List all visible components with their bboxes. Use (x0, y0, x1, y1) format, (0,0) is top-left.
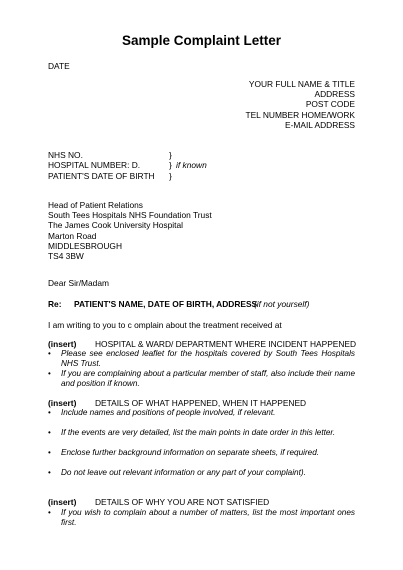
insert-label: (insert) (48, 398, 77, 408)
recipient-line: Marton Road (48, 230, 97, 241)
section-heading: DETAILS OF WHY YOU ARE NOT SATISFIED (95, 497, 270, 507)
list-item-line: If you wish to complain about a number of matters, list the most important ones (61, 508, 355, 517)
hospital-number-label: HOSPITAL NUMBER: D. (48, 160, 141, 170)
sender-line: YOUR FULL NAME & TITLE (248, 79, 355, 89)
list-item-line: first. (61, 518, 77, 528)
salutation: Dear Sir/Madam (48, 278, 109, 288)
list-item: If the events are very detailed, list the main points in date order in this letter. (61, 428, 336, 437)
sender-address-block (245, 79, 355, 130)
sender-line: ADDRESS (314, 89, 355, 100)
section-heading: HOSPITAL & WARD/ DEPARTMENT WHERE INCIDENT HAPPENED (95, 339, 357, 349)
nhs-number-label: NHS NO. (48, 150, 83, 160)
bullet-marker: • (48, 428, 51, 437)
list-item: Do not leave out relevant information or any part of your complaint). (61, 468, 306, 477)
list-item-line: If you are complaining about a particular member of staff, also include their name (61, 369, 355, 378)
list-item (61, 349, 355, 369)
intro-sentence: I am writing to you to c omplain about the treatment received at (48, 320, 282, 330)
re-label: Re: (48, 299, 62, 309)
recipient-line: Head of Patient Relations (48, 200, 143, 210)
re-subject: PATIENT'S NAME, DATE OF BIRTH, ADDRESS (74, 299, 258, 309)
list-item (61, 508, 355, 528)
recipient-address-block (48, 200, 212, 261)
re-note: (if not yourself) (254, 299, 310, 309)
brace: } (169, 150, 172, 160)
brace: } (169, 171, 172, 181)
section-heading: DETAILS OF WHAT HAPPENED, WHEN IT HAPPENED (95, 398, 307, 408)
recipient-line: South Tees Hospitals NHS Foundation Trust (48, 210, 212, 221)
document-title: Sample Complaint Letter (121, 33, 282, 48)
if-known-note: if known (176, 160, 207, 170)
list-item-line: and position if known. (61, 379, 140, 389)
bullet-marker: • (48, 448, 51, 457)
sender-line: TEL NUMBER HOME/WORK (245, 109, 355, 120)
sender-line: POST CODE (305, 99, 355, 110)
list-item: Include names and positions of people involved, if relevant. (61, 408, 276, 417)
insert-label: (insert) (48, 339, 77, 349)
sender-line: E-MAIL ADDRESS (285, 119, 355, 130)
date-placeholder: DATE (48, 61, 70, 71)
bullet-marker: • (48, 508, 51, 517)
recipient-line: TS4 3BW (48, 251, 84, 262)
bullet-marker: • (48, 468, 51, 477)
list-item: Enclose further background information on separate sheets, if required. (61, 448, 320, 457)
recipient-line: The James Cook University Hospital (48, 220, 183, 231)
bullet-marker: • (48, 349, 51, 358)
list-item-line: NHS Trust. (61, 359, 101, 369)
list-item (61, 369, 355, 389)
brace: } (169, 160, 172, 170)
recipient-line: MIDDLESBROUGH (48, 240, 122, 251)
list-item-line: Please see enclosed leaflet for the hospitals covered by South Tees Hospitals (61, 349, 355, 358)
bullet-marker: • (48, 369, 51, 378)
insert-label: (insert) (48, 497, 77, 507)
patient-dob-label: PATIENT'S DATE OF BIRTH (48, 171, 155, 181)
bullet-marker: • (48, 408, 51, 417)
